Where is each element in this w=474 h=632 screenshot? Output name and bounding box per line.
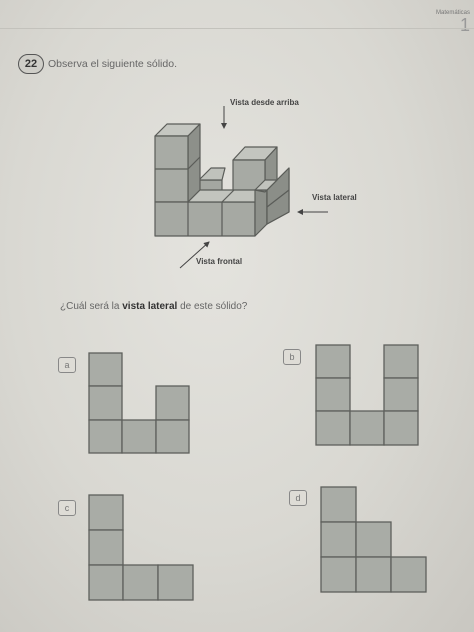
prompt-text-start: ¿Cuál será la xyxy=(60,301,123,312)
page-number: 1 xyxy=(459,15,470,35)
option-b-marker[interactable]: b xyxy=(283,349,301,365)
front-view-label: Vista frontal xyxy=(196,257,243,266)
option-d-marker[interactable]: d xyxy=(289,490,307,506)
prompt-text-bold: vista lateral xyxy=(122,301,178,312)
prompt-text-end: de este sólido? xyxy=(177,301,248,312)
option-a-marker[interactable]: a xyxy=(58,357,76,373)
solid-figure xyxy=(155,124,289,236)
option-c-marker[interactable]: c xyxy=(58,500,76,516)
option-a-figure xyxy=(89,353,189,453)
question-instruction: Observa el siguiente sólido. xyxy=(48,58,177,70)
option-d-figure xyxy=(321,487,426,592)
subject-label: Matemáticas xyxy=(435,10,470,16)
question-prompt xyxy=(60,301,247,312)
top-view-label: Vista desde arriba xyxy=(230,98,299,107)
option-c-figure xyxy=(89,495,193,600)
side-view-label: Vista lateral xyxy=(312,193,357,202)
option-b-figure xyxy=(316,345,418,445)
question-number: 22 xyxy=(18,54,44,74)
